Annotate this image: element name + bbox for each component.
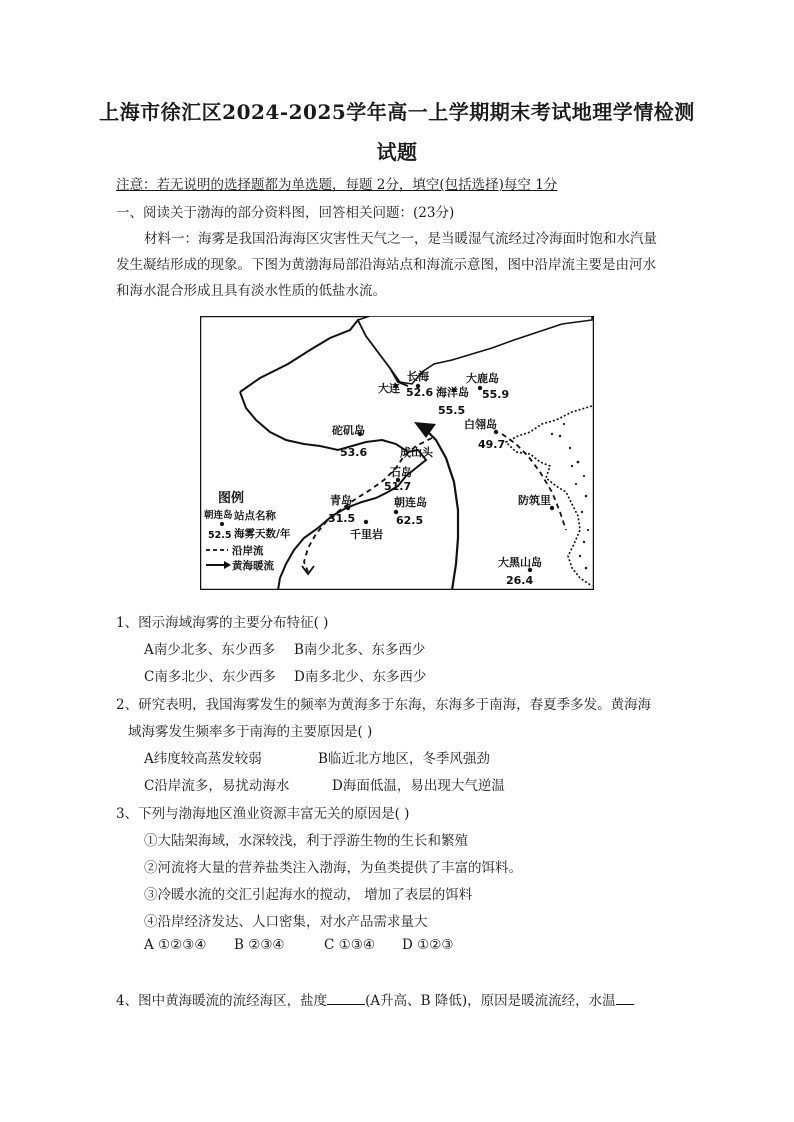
question-2-stem-line1: 2、研究表明，我国海雾发生的频率为黄海多于东海，东海多于南海，春夏季多发。黄海海 xyxy=(116,697,652,713)
question-2-stem-line2: 域海雾发生频率多于南海的主要原因是( ) xyxy=(128,724,373,740)
legend-coastal-label: 沿岸流 xyxy=(232,545,264,557)
question-3-item-1: ①大陆架海域，水深较浅，利于浮游生物的生长和繁殖 xyxy=(144,833,468,849)
station-tuojidao-days: 53.6 xyxy=(340,446,368,459)
station-fangzhuli: 防筑里 xyxy=(518,494,551,507)
station-dalian-days: 52.6 xyxy=(406,386,434,399)
question-4 xyxy=(116,989,634,1009)
station-daheishandao-days: 26.4 xyxy=(506,574,534,587)
legend-warm-label: 黄海暖流 xyxy=(232,560,274,572)
station-shidao: 石岛 xyxy=(390,466,412,479)
station-shidao-days: 51.7 xyxy=(384,480,412,493)
question-3-option-b[interactable]: B ②③④ xyxy=(234,937,285,953)
station-changhai: 长海 xyxy=(407,370,429,383)
question-2-option-a[interactable]: A纬度较高蒸发较弱 xyxy=(144,751,262,767)
question-2-option-c[interactable]: C沿岸流多，易扰动海水 xyxy=(144,778,290,794)
question-3-stem: 3、下列与渤海地区渔业资源丰富无关的原因是( ) xyxy=(116,806,410,822)
question-2-option-b[interactable]: B临近北方地区，冬季风强劲 xyxy=(318,751,490,767)
scoring-note: 注意：若无说明的选择题都为单选题，每题 2分，填空(包括选择)每空 1分 xyxy=(116,177,558,193)
legend-sample-name: 朝连岛 xyxy=(204,510,233,521)
question-1-option-d[interactable]: D南多北少、东多西少 xyxy=(294,669,427,685)
station-dalian: 大连 xyxy=(378,382,400,395)
station-chengshantou: 成山头 xyxy=(400,446,433,459)
station-daludao: 大鹿岛 xyxy=(466,372,499,385)
station-bailingdao: 白翎岛 xyxy=(464,418,497,431)
question-2-option-d[interactable]: D海面低温，易出现大气逆温 xyxy=(332,778,505,794)
question-3-item-2: ②河流将大量的营养盐类注入渤海，为鱼类提供了丰富的饵料。 xyxy=(144,860,522,876)
question-3-option-c[interactable]: C ①③④ xyxy=(324,937,375,953)
station-tuojidao: 砣矶岛 xyxy=(332,424,365,437)
material-text-line2: 发生凝结形成的现象。下图为黄渤海局部沿海站点和海流示意图，图中沿岸流主要是由河水 xyxy=(116,257,656,273)
station-daludao-days: 55.9 xyxy=(482,388,510,401)
question-4-text-part1: 4、图中黄海暖流的流经海区，盐度 xyxy=(116,993,328,1009)
legend-fog-label: 海雾天数/年 xyxy=(234,528,291,540)
station-qingdao: 青岛 xyxy=(330,494,352,507)
question-1-option-c[interactable]: C南多北少、东少西多 xyxy=(144,669,276,685)
legend-sample-value: 52.5 xyxy=(208,530,232,541)
bohai-map-figure xyxy=(200,316,594,590)
question-1-option-a[interactable]: A南少北多、东少西多 xyxy=(144,642,276,658)
station-qianliyan: 千里岩 xyxy=(350,528,383,541)
question-3-option-a[interactable]: A ①②③④ xyxy=(144,937,207,953)
station-chaoliandao: 朝连岛 xyxy=(394,496,427,509)
material-text-line1: 材料一：海雾是我国沿海海区灾害性天气之一，是当暖湿气流经过冷海面时饱和水汽量 xyxy=(144,231,657,247)
station-haiyangdao: 海洋岛 xyxy=(436,386,469,399)
question-1-option-b[interactable]: B南少北多、东多西少 xyxy=(294,642,426,658)
legend-station-dot xyxy=(220,522,224,526)
station-daheishandao: 大黑山岛 xyxy=(498,556,542,569)
material-text-line3: 和海水混合形成且具有淡水性质的低盐水流。 xyxy=(116,283,386,299)
legend-station-label: 站点名称 xyxy=(234,510,276,522)
page-title-continued: 试题 xyxy=(376,140,418,164)
station-bailingdao-days: 49.7 xyxy=(478,438,506,451)
question-4-blank-salinity[interactable] xyxy=(327,990,365,1005)
question-4-blank-temperature[interactable] xyxy=(616,990,634,1005)
question-1-stem: 1、图示海域海雾的主要分布特征( ) xyxy=(116,615,329,631)
section-heading: 一、阅读关于渤海的部分资料图，回答相关问题：(23分) xyxy=(116,205,455,221)
question-3-item-4: ④沿岸经济发达、人口密集，对水产品需求量大 xyxy=(144,914,428,930)
question-3-option-d[interactable]: D ①②③ xyxy=(402,937,454,953)
question-3-item-3: ③冷暖水流的交汇引起海水的搅动， 增加了表层的饵料 xyxy=(144,887,473,903)
station-chaoliandao-days: 62.5 xyxy=(396,514,424,527)
question-4-text-part2: (A升高、B 降低)，原因是暖流流经，水温 xyxy=(365,993,616,1009)
station-qingdao-days: 31.5 xyxy=(328,512,356,525)
legend-title: 图例 xyxy=(218,491,245,506)
page-title: 上海市徐汇区2024-2025学年高一上学期期末考试地理学情检测 xyxy=(99,100,695,124)
station-haiyangdao-days: 55.5 xyxy=(438,404,466,417)
